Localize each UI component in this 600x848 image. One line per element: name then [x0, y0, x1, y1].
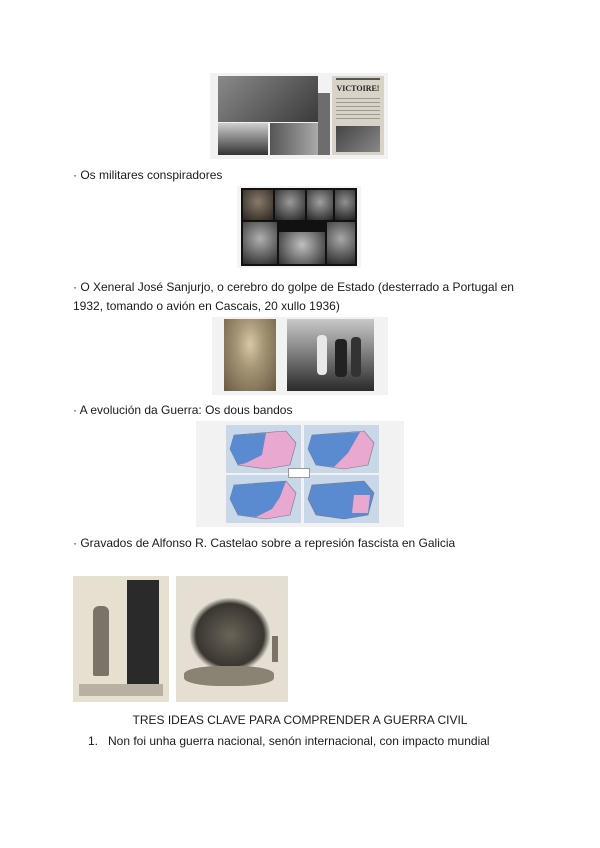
general-portrait — [335, 190, 355, 220]
soldiers-photo — [218, 123, 268, 155]
map-1937 — [304, 425, 379, 473]
map-1939 — [304, 475, 379, 523]
photo-collage-1 — [210, 73, 388, 159]
general-portrait — [279, 232, 325, 264]
caption-castelao: · Gravados de Alfonso R. Castelao sobre a represión fascista en Galicia — [73, 536, 456, 550]
map-1936 — [226, 425, 301, 473]
caption-conspirators: · Os militares conspiradores — [73, 168, 223, 182]
list-number: 1. — [88, 734, 99, 748]
generals-collage — [237, 186, 361, 268]
caption-war-evolution: · A evolución da Guerra: Os dous bandos — [73, 403, 293, 417]
map-1938 — [226, 475, 301, 523]
street-photo — [270, 123, 318, 155]
sanjurjo-collage — [212, 317, 388, 395]
list-item — [88, 734, 490, 748]
newspaper-photo — [332, 76, 384, 155]
castelao-engraving-2 — [176, 576, 288, 702]
map-legend-box — [288, 468, 310, 478]
list-text: Non foi unha guerra nacional, senón internacional, con impacto mundial — [108, 734, 490, 748]
caption-sanjurjo-line1: · O Xeneral José Sanjurjo, o cerebro do golpe de Estado (desterrado a Portugal en — [73, 280, 514, 294]
caption-sanjurjo-line2: 1932, tomando o avión en Cascais, 20 xullo 1936) — [73, 299, 340, 313]
war-maps-collage — [196, 421, 404, 527]
general-portrait — [327, 222, 355, 264]
key-ideas-heading: TRES IDEAS CLAVE PARA COMPRENDER A GUERRA CIVIL — [132, 713, 468, 727]
crowd-photo — [218, 76, 318, 122]
castelao-engraving-1 — [73, 576, 169, 702]
general-portrait — [243, 222, 277, 264]
general-portrait — [307, 190, 333, 220]
general-portrait — [275, 190, 305, 220]
newspaper-headline: VICTOIRE! — [336, 84, 380, 93]
airplane-photo — [287, 319, 374, 391]
sanjurjo-portrait — [224, 319, 276, 391]
building-photo — [318, 93, 330, 155]
general-portrait — [243, 190, 273, 220]
